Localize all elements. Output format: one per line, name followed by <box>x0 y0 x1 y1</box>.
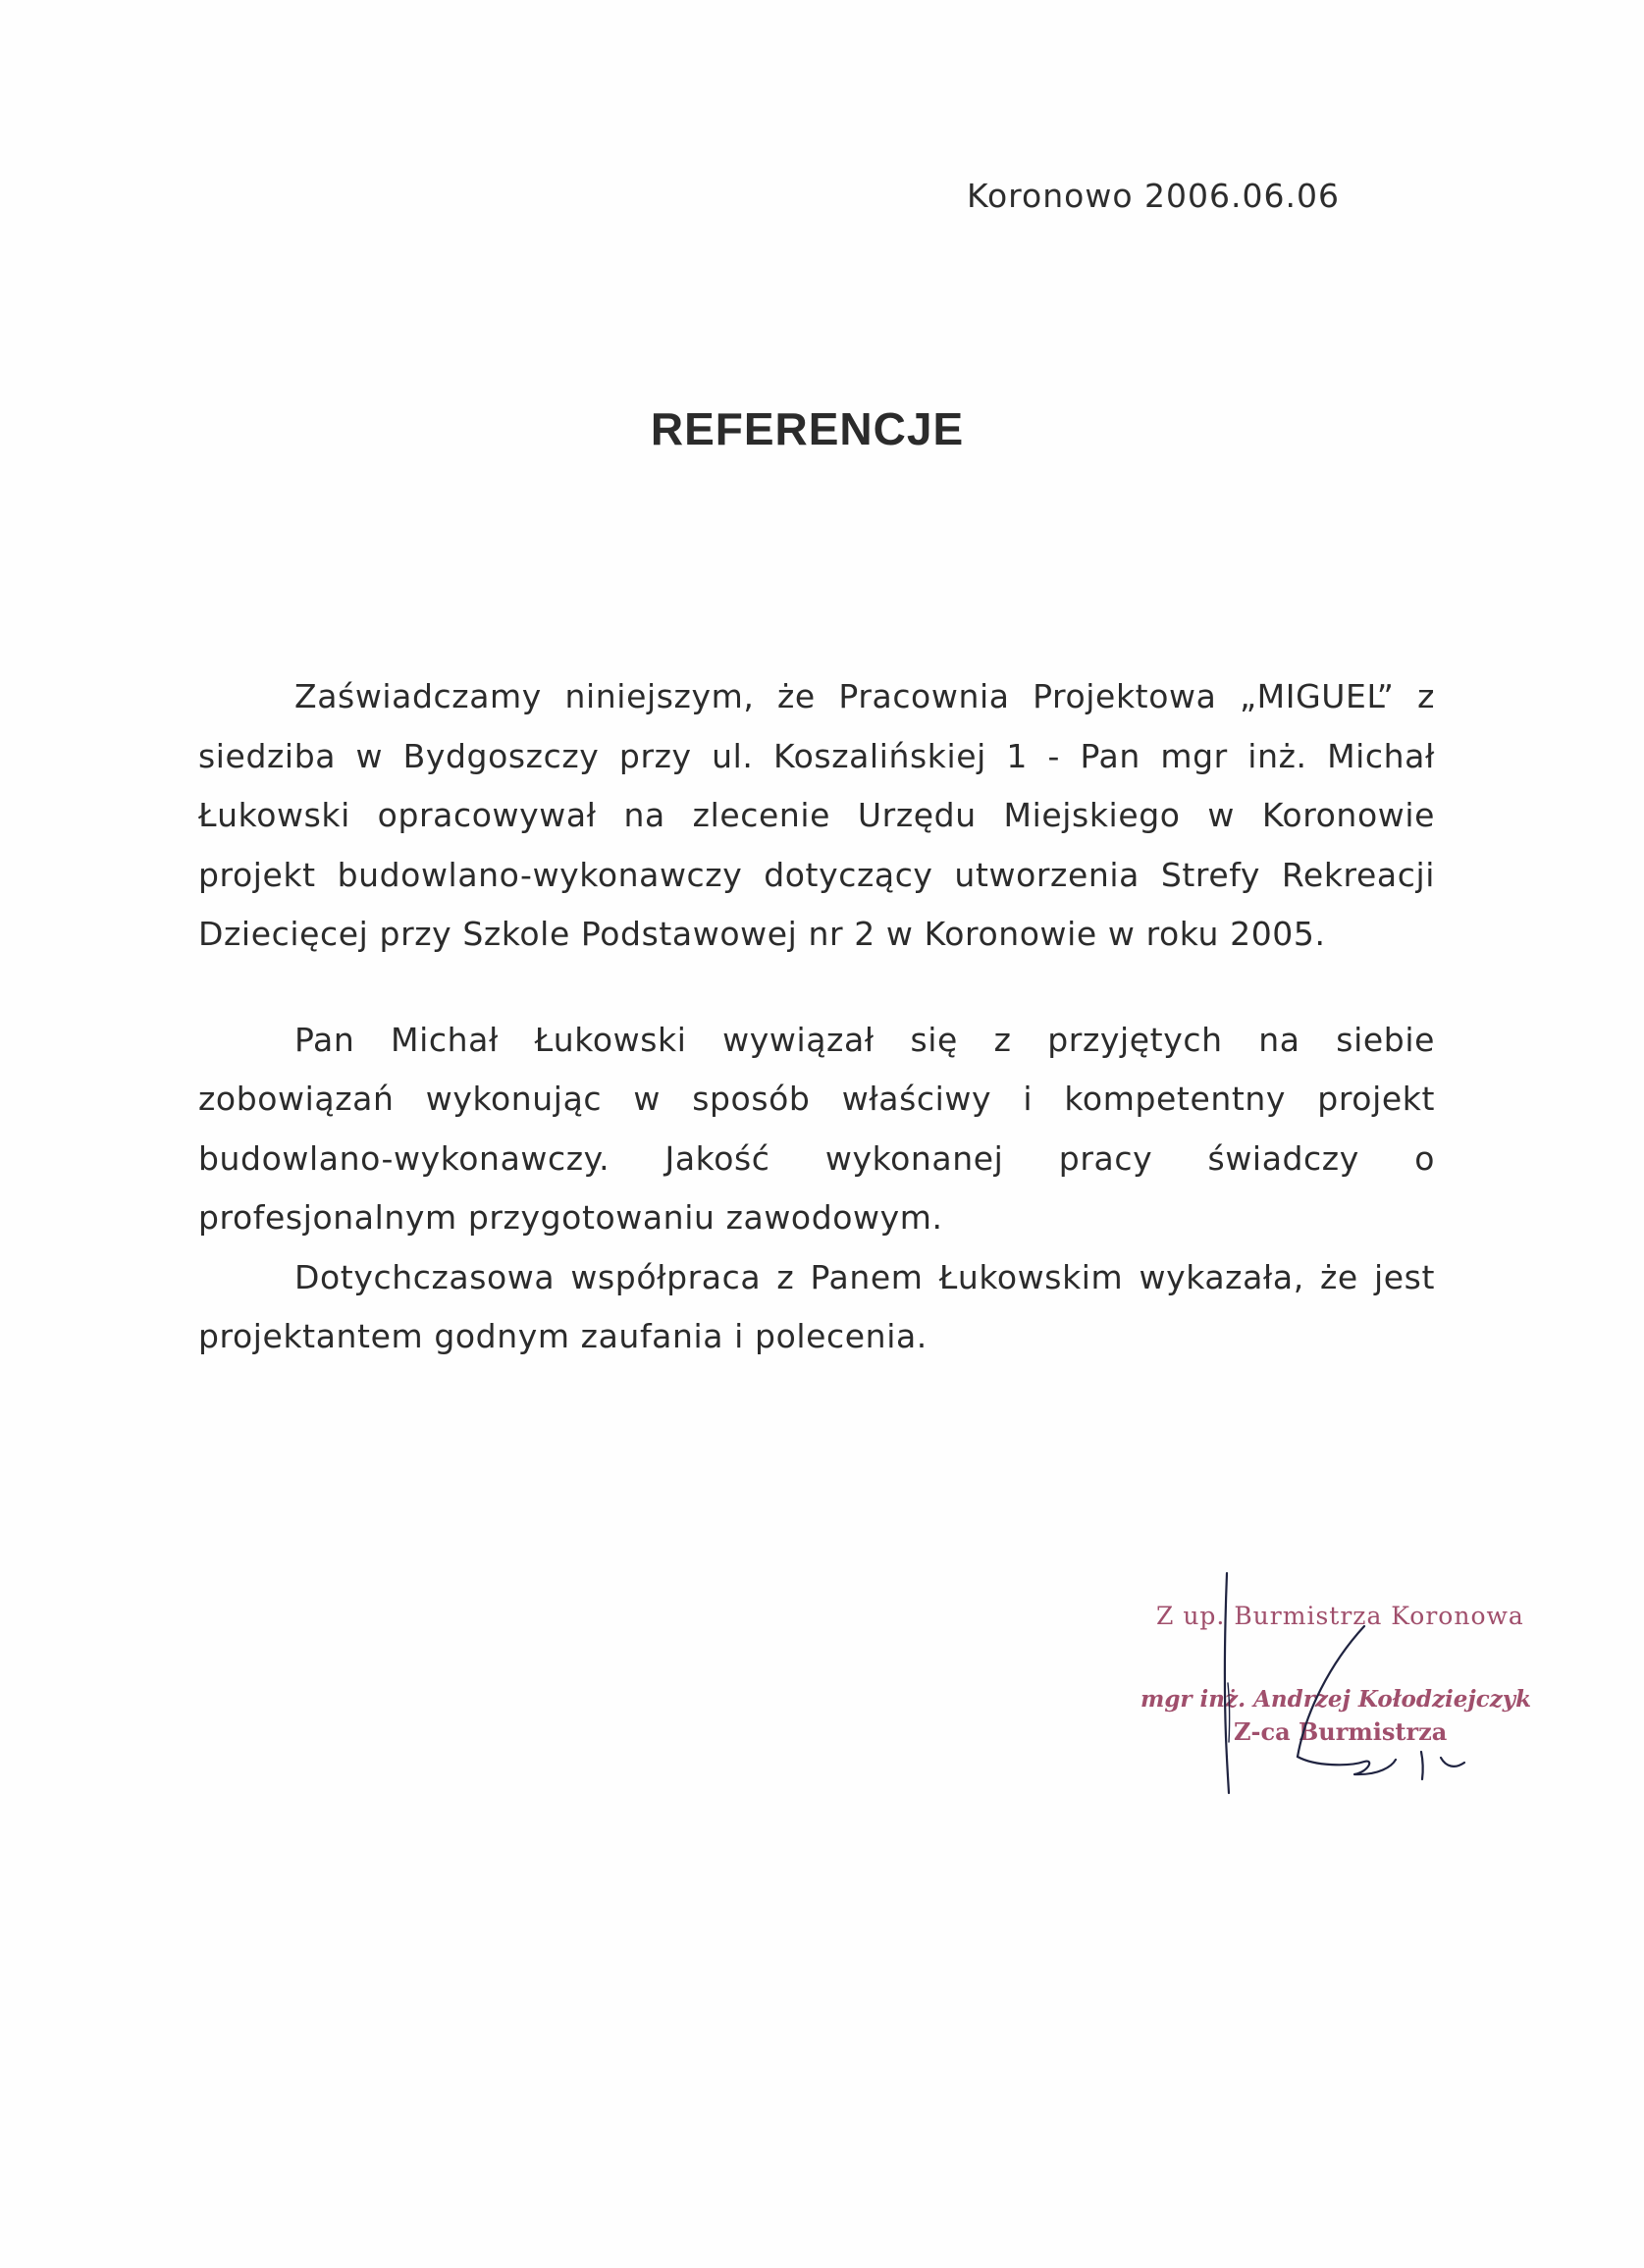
letter-body <box>198 667 1435 1367</box>
stamp-official-name: mgr inż. Andrzej Kołodziejczyk <box>1140 1686 1532 1713</box>
handwritten-signature-icon <box>1168 1565 1502 1801</box>
stamp-official-role: Z-ca Burmistrza <box>1234 1717 1448 1746</box>
body-paragraph-2: Pan Michał Łukowski wywiązał się z przyjętych na siebie zobowiązań wykonując w sposób właściwy i kompetentny projekt budowlano-wykonawczy. Jakość wykonanej pracy świadczy o profesjonalnym przygotowaniu zawodowym. <box>198 1020 1435 1237</box>
document-title: REFERENCJE <box>650 403 965 454</box>
date-line: Koronowo 2006.06.06 <box>967 177 1340 215</box>
body-paragraph-3: Dotychczasowa współpraca z Panem Łukowskim wykazała, że jest projektantem godnym zaufania i polecenia. <box>198 1257 1435 1355</box>
body-paragraph-1: Zaświadczamy niniejszym, że Pracownia Projektowa „MIGUEL” z siedziba w Bydgoszczy przy ul. Koszalińskiej 1 - Pan mgr inż. Michał Łukowski opracowywał na zlecenie Urzędu Miejskiego w Koronowie projekt budowlano-wykonawczy dotyczący utworzenia Strefy Rekreacji Dziecięcej przy Szkole Podstawowej nr 2 w Koronowie w roku 2005. <box>198 677 1435 953</box>
stamp-authority-line: Z up. Burmistrza Koronowa <box>1156 1602 1524 1630</box>
